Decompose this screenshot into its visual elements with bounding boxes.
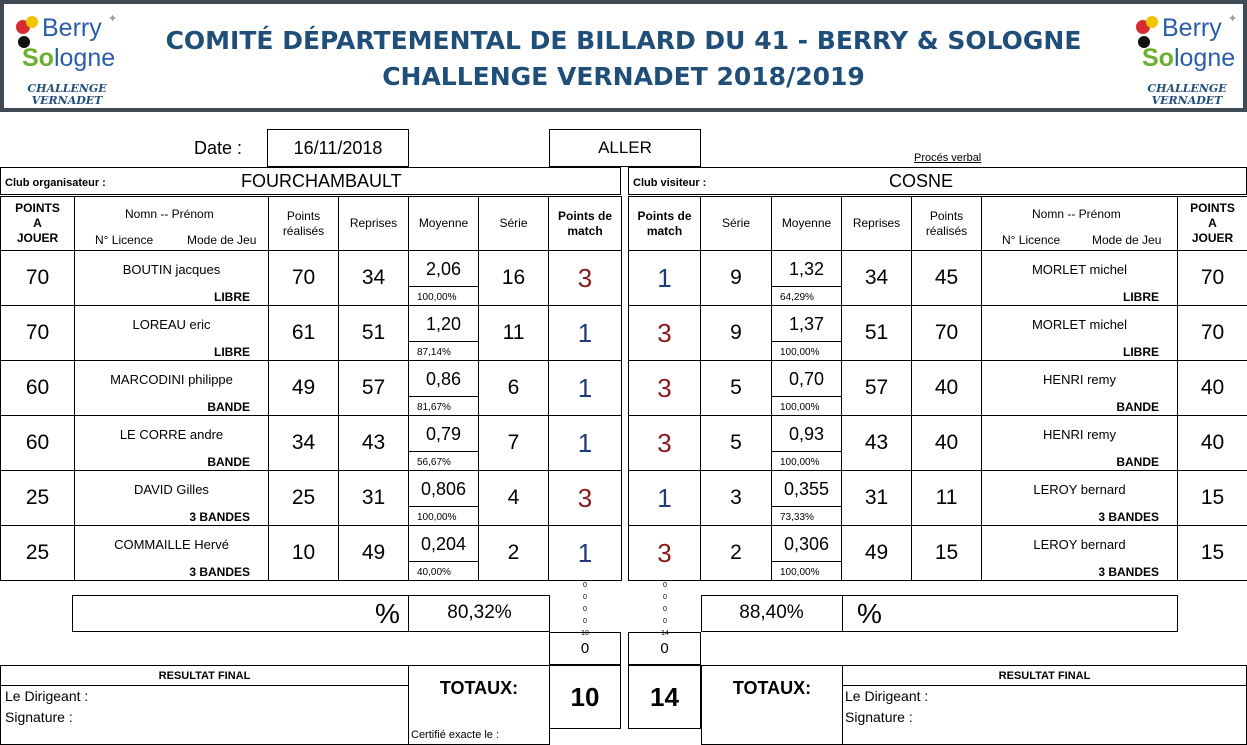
home-total-value: 10 <box>549 665 621 729</box>
player-name: HENRI remy <box>1043 372 1116 387</box>
away-total-value: 14 <box>628 665 701 729</box>
player-name: LOREAU eric <box>132 317 211 332</box>
points-a-jouer: 70 <box>1178 251 1247 306</box>
away-resultat-box <box>842 665 1247 745</box>
logo-sologne: Sologne <box>1142 44 1236 72</box>
away-signature-label: Signature : <box>845 709 913 725</box>
moyenne-percent: 73,33% <box>780 512 814 523</box>
player-name: HENRI remy <box>1043 427 1116 442</box>
points-de-match: 1 <box>549 416 622 471</box>
player-cell <box>75 471 269 526</box>
col-moyenne: Moyenne <box>409 197 479 251</box>
moyenne-cell <box>772 526 842 581</box>
points-de-match: 1 <box>549 361 622 416</box>
col-points-de-match: Points de match <box>629 197 701 251</box>
reprises: 31 <box>842 471 912 526</box>
reprises: 51 <box>339 306 409 361</box>
header-banner <box>0 0 1247 112</box>
home-resultat-title: RESULTAT FINAL <box>158 670 251 682</box>
moyenne-percent: 100,00% <box>417 292 457 303</box>
player-cell <box>75 526 269 581</box>
game-mode: LIBRE <box>214 290 250 304</box>
points-de-match: 3 <box>549 251 622 306</box>
player-cell <box>982 526 1178 581</box>
logo-sologne: Sologne <box>22 44 116 72</box>
serie: 4 <box>479 471 549 526</box>
table-row <box>629 471 1247 526</box>
table-row <box>629 306 1247 361</box>
points-realises: 45 <box>912 251 982 306</box>
home-small-figures: 0 0 0 0 10 <box>581 582 589 637</box>
player-cell <box>982 251 1178 306</box>
home-totaux-label: TOTAUX: <box>439 678 519 698</box>
certifie-label: Certifié exacte le : <box>411 729 500 741</box>
logo-vernadet: VERNADET <box>31 94 103 107</box>
home-header-row <box>1 197 622 251</box>
player-name: LEROY bernard <box>1033 482 1126 497</box>
moyenne-value: 0,204 <box>409 526 478 562</box>
game-mode: 3 BANDES <box>1098 565 1159 579</box>
home-signature-label: Signature : <box>5 709 73 725</box>
game-mode: LIBRE <box>214 345 250 359</box>
moyenne-cell <box>409 306 479 361</box>
serie: 3 <box>701 471 772 526</box>
points-a-jouer: 70 <box>1 306 75 361</box>
col-points-realises: Points réalisés <box>269 197 339 251</box>
table-row <box>629 416 1247 471</box>
game-mode: LIBRE <box>1123 345 1159 359</box>
serie: 2 <box>701 526 772 581</box>
page-subtitle: CHALLENGE VERNADET 2018/2019 <box>382 62 865 91</box>
points-realises: 70 <box>912 306 982 361</box>
points-realises: 40 <box>912 416 982 471</box>
player-name: DAVID Gilles <box>134 482 209 497</box>
col-serie: Série <box>479 197 549 251</box>
points-de-match: 3 <box>629 416 701 471</box>
reprises: 57 <box>842 361 912 416</box>
points-de-match: 3 <box>629 361 701 416</box>
moyenne-percent: 100,00% <box>780 402 820 413</box>
player-cell <box>75 361 269 416</box>
club-visiteur-box <box>628 167 1247 195</box>
points-realises: 25 <box>269 471 339 526</box>
points-realises: 15 <box>912 526 982 581</box>
points-a-jouer: 15 <box>1178 526 1247 581</box>
club-visiteur-label: Club visiteur : <box>633 177 707 189</box>
points-de-match: 3 <box>549 471 622 526</box>
moyenne-percent: 64,29% <box>780 292 814 303</box>
moyenne-cell <box>772 361 842 416</box>
serie: 16 <box>479 251 549 306</box>
player-name: BOUTIN jacques <box>122 262 221 277</box>
serie: 2 <box>479 526 549 581</box>
player-name: MORLET michel <box>1031 262 1128 277</box>
away-resultat-title: RESULTAT FINAL <box>998 670 1091 682</box>
moyenne-value: 0,86 <box>409 361 478 397</box>
player-name: MORLET michel <box>1031 317 1128 332</box>
reprises: 43 <box>842 416 912 471</box>
home-dirigeant-label: Le Dirigeant : <box>5 688 89 704</box>
away-zero-cell: 0 <box>628 632 701 665</box>
serie: 9 <box>701 306 772 361</box>
moyenne-percent: 100,00% <box>780 347 820 358</box>
points-de-match: 3 <box>629 306 701 361</box>
player-cell <box>982 306 1178 361</box>
points-realises: 40 <box>912 361 982 416</box>
away-percentage: 88,40% <box>739 602 804 623</box>
player-cell <box>75 306 269 361</box>
date-value: 16/11/2018 <box>267 129 409 167</box>
club-visiteur-name: COSNE <box>889 171 954 191</box>
points-a-jouer: 25 <box>1 471 75 526</box>
col-nom-prenom: Nomn -- Prénom N° Licence Mode de Jeu <box>982 197 1178 251</box>
home-zero-cell: 0 <box>549 632 621 665</box>
moyenne-cell <box>772 251 842 306</box>
serie: 9 <box>701 251 772 306</box>
moyenne-value: 0,306 <box>772 526 841 562</box>
player-cell <box>982 416 1178 471</box>
table-row <box>1 471 622 526</box>
away-totaux-box <box>701 665 843 745</box>
player-cell <box>982 471 1178 526</box>
home-players-table <box>0 196 622 581</box>
club-organisateur-box <box>0 167 621 195</box>
logo-challenge: CHALLENGE <box>27 82 107 95</box>
moyenne-cell <box>772 471 842 526</box>
away-players-table <box>628 196 1247 581</box>
game-mode: BANDE <box>207 455 250 469</box>
home-percent-sign: % <box>375 598 400 629</box>
player-cell <box>982 361 1178 416</box>
game-mode: BANDE <box>207 400 250 414</box>
table-row <box>1 306 622 361</box>
serie: 11 <box>479 306 549 361</box>
sparkle-icon: ✦ <box>108 13 118 25</box>
club-organisateur-label: Club organisateur : <box>5 177 106 189</box>
leg-label: ALLER <box>549 129 701 167</box>
points-de-match: 1 <box>629 471 701 526</box>
col-nom-prenom: Nomn -- Prénom N° Licence Mode de Jeu <box>75 197 269 251</box>
player-name: MARCODINI philippe <box>110 372 233 387</box>
club-organisateur-name: FOURCHAMBAULT <box>241 171 402 191</box>
logo-challenge: CHALLENGE <box>1147 82 1227 95</box>
moyenne-cell <box>409 471 479 526</box>
col-serie: Série <box>701 197 772 251</box>
points-de-match: 3 <box>629 526 701 581</box>
reprises: 43 <box>339 416 409 471</box>
moyenne-cell <box>409 526 479 581</box>
table-row <box>1 361 622 416</box>
serie: 5 <box>701 361 772 416</box>
col-reprises: Reprises <box>339 197 409 251</box>
col-points-a-jouer: POINTS A JOUER <box>1 197 75 251</box>
moyenne-cell <box>409 251 479 306</box>
moyenne-value: 0,806 <box>409 471 478 507</box>
game-mode: 3 BANDES <box>189 565 250 579</box>
points-de-match: 1 <box>629 251 701 306</box>
player-name: LEROY bernard <box>1033 537 1126 552</box>
away-dirigeant-label: Le Dirigeant : <box>845 688 929 704</box>
moyenne-cell <box>772 416 842 471</box>
moyenne-percent: 100,00% <box>780 457 820 468</box>
points-a-jouer: 60 <box>1 416 75 471</box>
col-moyenne: Moyenne <box>772 197 842 251</box>
logo-vernadet: VERNADET <box>1151 94 1223 107</box>
player-name: COMMAILLE Hervé <box>114 537 229 552</box>
berry-sologne-logo-right <box>1132 10 1242 106</box>
reprises: 57 <box>339 361 409 416</box>
points-a-jouer: 15 <box>1178 471 1247 526</box>
table-row <box>629 251 1247 306</box>
serie: 6 <box>479 361 549 416</box>
moyenne-percent: 100,00% <box>417 512 457 523</box>
away-totaux-label: TOTAUX: <box>732 678 812 698</box>
date-label: Date : <box>194 138 243 158</box>
reprises: 49 <box>842 526 912 581</box>
player-cell <box>75 416 269 471</box>
moyenne-value: 1,37 <box>772 306 841 342</box>
points-realises: 70 <box>269 251 339 306</box>
points-realises: 49 <box>269 361 339 416</box>
points-realises: 10 <box>269 526 339 581</box>
logo-berry: Berry <box>1162 14 1222 42</box>
yellow-ball-icon <box>26 16 38 28</box>
points-de-match: 1 <box>549 306 622 361</box>
moyenne-percent: 40,00% <box>417 567 451 578</box>
away-percent-sign: % <box>857 598 882 629</box>
moyenne-value: 0,93 <box>772 416 841 452</box>
away-header-row <box>629 197 1247 251</box>
reprises: 51 <box>842 306 912 361</box>
proces-verbal-link[interactable]: Procés verbal <box>914 152 982 164</box>
serie: 7 <box>479 416 549 471</box>
game-mode: BANDE <box>1116 455 1159 469</box>
reprises: 31 <box>339 471 409 526</box>
points-a-jouer: 25 <box>1 526 75 581</box>
col-points-a-jouer: POINTS A JOUER <box>1178 197 1247 251</box>
moyenne-cell <box>409 416 479 471</box>
serie: 5 <box>701 416 772 471</box>
player-name: LE CORRE andre <box>119 427 224 442</box>
moyenne-value: 0,355 <box>772 471 841 507</box>
moyenne-value: 1,20 <box>409 306 478 342</box>
berry-sologne-logo-left <box>12 10 122 106</box>
table-row <box>1 526 622 581</box>
col-points-realises: Points réalisés <box>912 197 982 251</box>
moyenne-percent: 81,67% <box>417 402 451 413</box>
points-a-jouer: 70 <box>1 251 75 306</box>
player-cell <box>75 251 269 306</box>
points-a-jouer: 40 <box>1178 416 1247 471</box>
points-a-jouer: 70 <box>1178 306 1247 361</box>
moyenne-value: 0,70 <box>772 361 841 397</box>
table-row <box>1 251 622 306</box>
game-mode: LIBRE <box>1123 290 1159 304</box>
reprises: 34 <box>842 251 912 306</box>
logo-berry: Berry <box>42 14 102 42</box>
game-mode: 3 BANDES <box>189 510 250 524</box>
home-totaux-box <box>408 665 550 745</box>
moyenne-value: 1,32 <box>772 251 841 287</box>
game-mode: 3 BANDES <box>1098 510 1159 524</box>
yellow-ball-icon <box>1146 16 1158 28</box>
table-row <box>1 416 622 471</box>
game-mode: BANDE <box>1116 400 1159 414</box>
points-realises: 34 <box>269 416 339 471</box>
moyenne-cell <box>409 361 479 416</box>
away-small-figures: 0 0 0 0 14 <box>661 582 669 637</box>
moyenne-percent: 100,00% <box>780 567 820 578</box>
moyenne-percent: 87,14% <box>417 347 451 358</box>
col-points-de-match: Points de match <box>549 197 622 251</box>
moyenne-percent: 56,67% <box>417 457 451 468</box>
sparkle-icon: ✦ <box>1228 13 1238 25</box>
reprises: 34 <box>339 251 409 306</box>
points-realises: 61 <box>269 306 339 361</box>
moyenne-value: 0,79 <box>409 416 478 452</box>
col-reprises: Reprises <box>842 197 912 251</box>
home-resultat-box <box>0 665 409 745</box>
points-a-jouer: 60 <box>1 361 75 416</box>
points-realises: 11 <box>912 471 982 526</box>
reprises: 49 <box>339 526 409 581</box>
moyenne-value: 2,06 <box>409 251 478 287</box>
page-title: COMITÉ DÉPARTEMENTAL DE BILLARD DU 41 - BERRY & SOLOGNE <box>165 26 1082 55</box>
table-row <box>629 526 1247 581</box>
home-percentage: 80,32% <box>447 602 512 623</box>
points-a-jouer: 40 <box>1178 361 1247 416</box>
points-de-match: 1 <box>549 526 622 581</box>
moyenne-cell <box>772 306 842 361</box>
table-row <box>629 361 1247 416</box>
